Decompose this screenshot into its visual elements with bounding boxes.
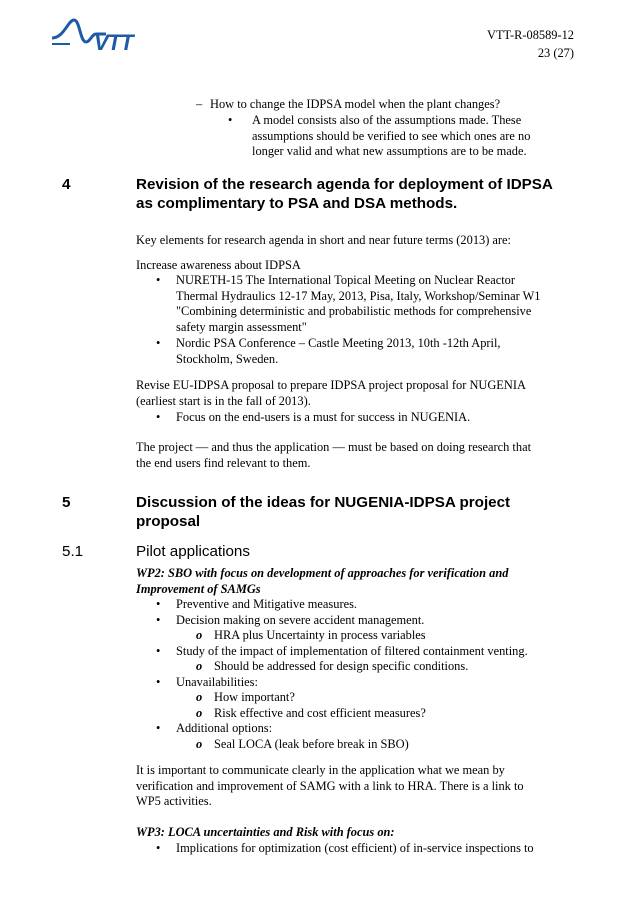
bullet-icon: • xyxy=(156,410,161,424)
intro-sub-line: longer valid and what new assumptions are to be made. xyxy=(252,144,527,159)
page-number: 23 (27) xyxy=(537,46,574,60)
intro-sub-line: A model consists also of the assumptions made. These xyxy=(252,113,522,127)
awareness-title: Increase awareness about IDPSA xyxy=(136,258,301,272)
circle-bullet-icon: o xyxy=(196,659,203,673)
bullet-icon: • xyxy=(156,613,161,627)
bullet-icon: • xyxy=(156,273,161,287)
revise-item-text: Focus on the end-users is a must for success in NUGENIA. xyxy=(176,410,471,424)
wp2-item-text: Preventive and Mitigative measures. xyxy=(176,597,357,611)
note-line: verification and improvement of SAMG with a link to HRA. There is a link to xyxy=(136,778,524,793)
section-5-title-line: Discussion of the ideas for NUGENIA-IDPSA project xyxy=(136,494,511,511)
bullet-icon: • xyxy=(156,336,161,350)
section-5-1-number: 5.1 xyxy=(62,543,84,560)
revise-line: Revise EU-IDPSA proposal to prepare IDPSA project proposal for NUGENIA xyxy=(136,378,526,392)
bullet-icon: • xyxy=(156,841,161,855)
wp2-subitem-text: Seal LOCA (leak before break in SBO) xyxy=(214,737,409,751)
section-4-title-line: Revision of the research agenda for deployment of IDPSA xyxy=(136,176,553,193)
revise-line: (earliest start is in the fall of 2013). xyxy=(136,393,311,408)
wp2-subitem-text: How important? xyxy=(214,690,295,704)
awareness-line: NURETH-15 The International Topical Meeting on Nuclear Reactor xyxy=(176,273,515,287)
wp2-subitem-text: Risk effective and cost efficient measures? xyxy=(214,706,426,720)
intro-sub-line: assumptions should be verified to see which ones are no xyxy=(252,128,531,143)
note-line: It is important to communicate clearly in the application what we mean by xyxy=(136,763,505,777)
wp2-item-text: Unavailabilities: xyxy=(176,675,258,689)
section-5-number: 5 xyxy=(62,494,71,511)
dash-marker: – xyxy=(196,97,203,111)
project-paragraph xyxy=(136,440,531,471)
circle-bullet-icon: o xyxy=(196,628,203,642)
note-line: WP5 activities. xyxy=(136,794,212,809)
wp3-item-text: Implications for optimization (cost efficient) of in-service inspections to xyxy=(176,841,534,855)
awareness-line: "Combining deterministic and probabilistic methods for comprehensive xyxy=(176,304,532,319)
vtt-logo-text: VTT xyxy=(94,30,133,55)
project-line: The project — and thus the application — must be based on doing research that xyxy=(136,440,532,454)
section-4-title-line: as complimentary to PSA and DSA methods. xyxy=(136,195,458,212)
circle-bullet-icon: o xyxy=(196,690,203,704)
wp2-subitem-text: HRA plus Uncertainty in process variables xyxy=(214,628,426,642)
section-5-title xyxy=(136,493,510,531)
circle-bullet-icon: o xyxy=(196,706,203,720)
wp3-heading: WP3: LOCA uncertainties and Risk with focus on: xyxy=(136,825,395,839)
wp2-item-text: Additional options: xyxy=(176,721,273,735)
note-paragraph xyxy=(136,763,524,810)
circle-bullet-icon: o xyxy=(196,737,203,751)
section-4-number: 4 xyxy=(62,176,71,193)
bullet-icon: • xyxy=(156,721,161,735)
section-4-title xyxy=(136,175,553,213)
intro-question: How to change the IDPSA model when the plant changes? xyxy=(210,97,501,111)
awareness-line: Thermal Hydraulics 12-17 May, 2013, Pisa, Italy, Workshop/Seminar W1 xyxy=(176,288,541,303)
section-5-1-title: Pilot applications xyxy=(136,543,250,560)
wp2-subitem-text: Should be addressed for design specific conditions. xyxy=(214,659,469,673)
revise-paragraph xyxy=(136,378,526,409)
awareness-line: safety margin assessment" xyxy=(176,319,307,334)
bullet-icon: • xyxy=(156,644,161,658)
vtt-logo xyxy=(50,14,142,54)
wp2-item-text: Study of the impact of implementation of filtered containment venting. xyxy=(176,644,528,658)
project-line: the end users find relevant to them. xyxy=(136,455,311,470)
document-id: VTT-R-08589-12 xyxy=(487,28,574,42)
wp2-heading xyxy=(136,566,508,597)
bullet-icon: • xyxy=(156,597,161,611)
section-5-title-line: proposal xyxy=(136,513,201,530)
bullet-icon: • xyxy=(156,675,161,689)
wp2-heading-line: Improvement of SAMGs xyxy=(136,581,261,596)
section-4-lead: Key elements for research agenda in short and near future terms (2013) are: xyxy=(136,233,511,247)
awareness-line: Nordic PSA Conference – Castle Meeting 2013, 10th -12th April, xyxy=(176,336,501,350)
bullet-icon: • xyxy=(228,113,233,127)
awareness-line: Stockholm, Sweden. xyxy=(176,351,279,366)
wp2-heading-line: WP2: SBO with focus on development of approaches for verification and xyxy=(136,566,509,580)
wp2-item-text: Decision making on severe accident management. xyxy=(176,613,425,627)
